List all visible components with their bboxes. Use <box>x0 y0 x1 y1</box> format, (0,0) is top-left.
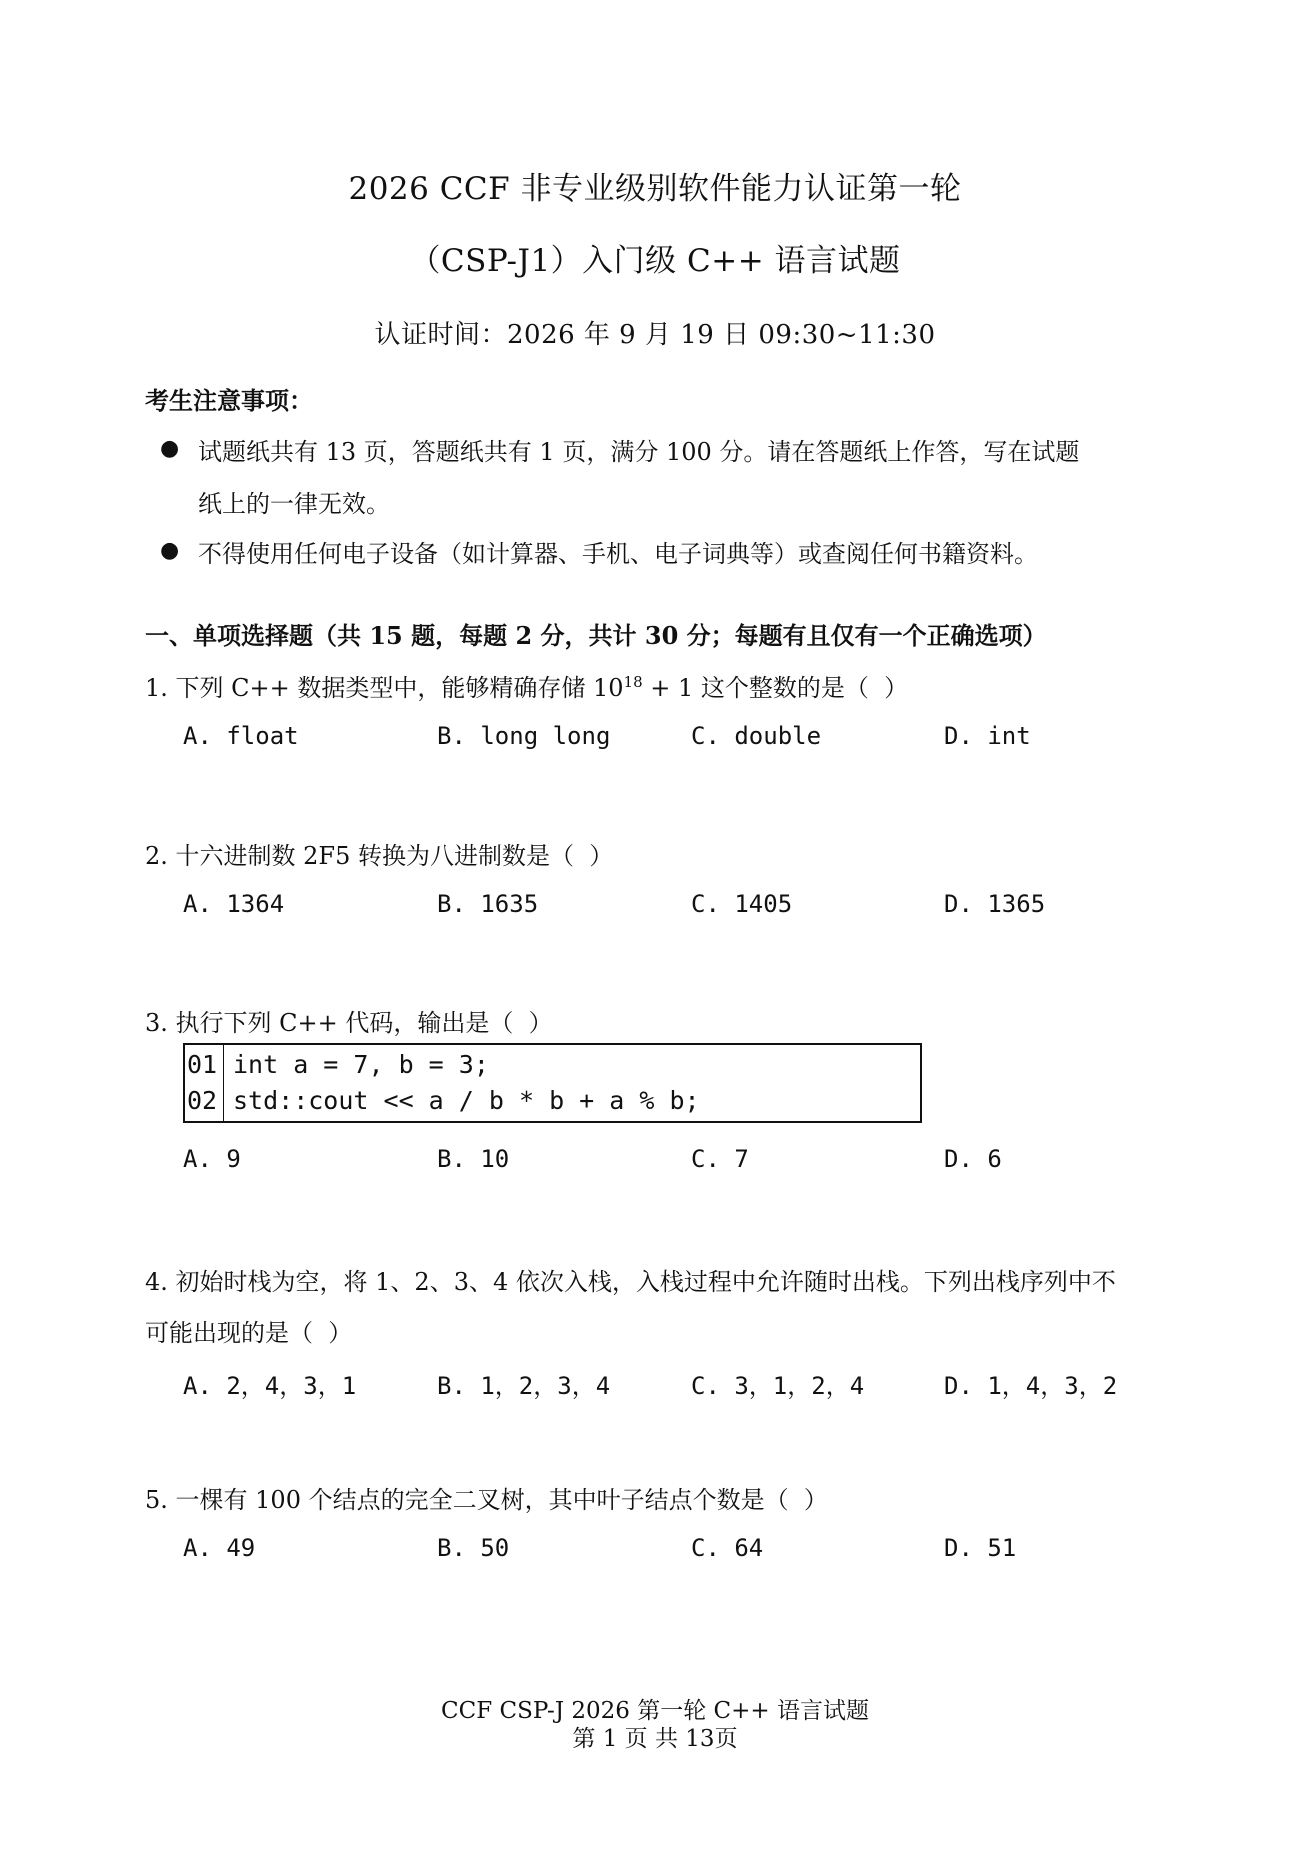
section-heading: 一、单项选择题（共 15 题，每题 2 分，共计 30 分；每题有且仅有一个正确选项） <box>145 621 1047 650</box>
math-base: 10 <box>593 674 624 702</box>
option-a: A. 49 <box>183 1534 256 1562</box>
option-d: D. 1365 <box>944 890 1046 918</box>
question-1-stem <box>145 668 908 703</box>
code-line-source: std::cout << a / b * b + a % b; <box>233 1086 700 1115</box>
page-number: 第 1 页 共 13页 <box>572 1726 738 1752</box>
notice-item-1-line-2: 纸上的一律无效。 <box>198 490 390 518</box>
exam-subtitle: （CSP-J1）入门级 C++ 语言试题 <box>409 243 901 279</box>
math-exponent: 18 <box>623 673 643 691</box>
question-1-prefix: 1. 下列 C++ 数据类型中，能够精确存储 <box>145 674 593 702</box>
option-c: C. 3，1，2，4 <box>691 1372 865 1400</box>
option-b: B. 1，2，3，4 <box>437 1372 611 1400</box>
option-d: D. int <box>944 722 1031 750</box>
question-2-stem: 2. 十六进制数 2F5 转换为八进制数是（ ） <box>145 842 614 870</box>
option-d: D. 51 <box>944 1534 1017 1562</box>
exam-time: 认证时间：2026 年 9 月 19 日 09:30~11:30 <box>374 320 936 350</box>
bullet-icon: ● <box>160 538 180 563</box>
option-a: A. 2，4，3，1 <box>183 1372 357 1400</box>
option-a: A. 9 <box>183 1145 241 1173</box>
question-4-stem-line-2: 可能出现的是（ ） <box>145 1319 353 1347</box>
page-footer-title: CCF CSP-J 2026 第一轮 C++ 语言试题 <box>441 1698 869 1724</box>
question-4-stem-line-1: 4. 初始时栈为空，将 1、2、3、4 依次入栈，入栈过程中允许随时出栈。下列出栈序列中不 <box>145 1268 1116 1296</box>
question-1-math <box>593 674 693 702</box>
question-1-suffix: 这个整数的是（ ） <box>693 674 909 702</box>
notice-heading: 考生注意事项： <box>145 386 313 415</box>
notice-item-1-line-1: 试题纸共有 13 页，答题纸共有 1 页，满分 100 分。请在答题纸上作答，写在试题 <box>198 438 1080 466</box>
code-line-number: 01 <box>187 1050 218 1079</box>
code-gutter-divider <box>223 1045 224 1121</box>
option-c: C. 7 <box>691 1145 749 1173</box>
option-c: C. 64 <box>691 1534 764 1562</box>
question-5-stem: 5. 一棵有 100 个结点的完全二叉树，其中叶子结点个数是（ ） <box>145 1486 828 1514</box>
option-b: B. long long <box>437 722 611 750</box>
code-block <box>183 1043 922 1123</box>
code-line-source: int a = 7, b = 3; <box>233 1050 489 1079</box>
option-a: A. float <box>183 722 299 750</box>
bullet-icon: ● <box>160 436 180 461</box>
option-b: B. 50 <box>437 1534 510 1562</box>
option-a: A. 1364 <box>183 890 285 918</box>
question-3-stem: 3. 执行下列 C++ 代码，输出是（ ） <box>145 1009 553 1037</box>
option-c: C. double <box>691 722 822 750</box>
code-line-number: 02 <box>187 1086 218 1115</box>
option-b: B. 10 <box>437 1145 510 1173</box>
notice-item-2: 不得使用任何电子设备（如计算器、手机、电子词典等）或查阅任何书籍资料。 <box>198 540 1038 568</box>
option-c: C. 1405 <box>691 890 793 918</box>
option-b: B. 1635 <box>437 890 539 918</box>
option-d: D. 6 <box>944 1145 1002 1173</box>
option-d: D. 1，4，3，2 <box>944 1372 1118 1400</box>
math-tail: + 1 <box>642 674 694 702</box>
exam-title: 2026 CCF 非专业级别软件能力认证第一轮 <box>348 171 962 207</box>
